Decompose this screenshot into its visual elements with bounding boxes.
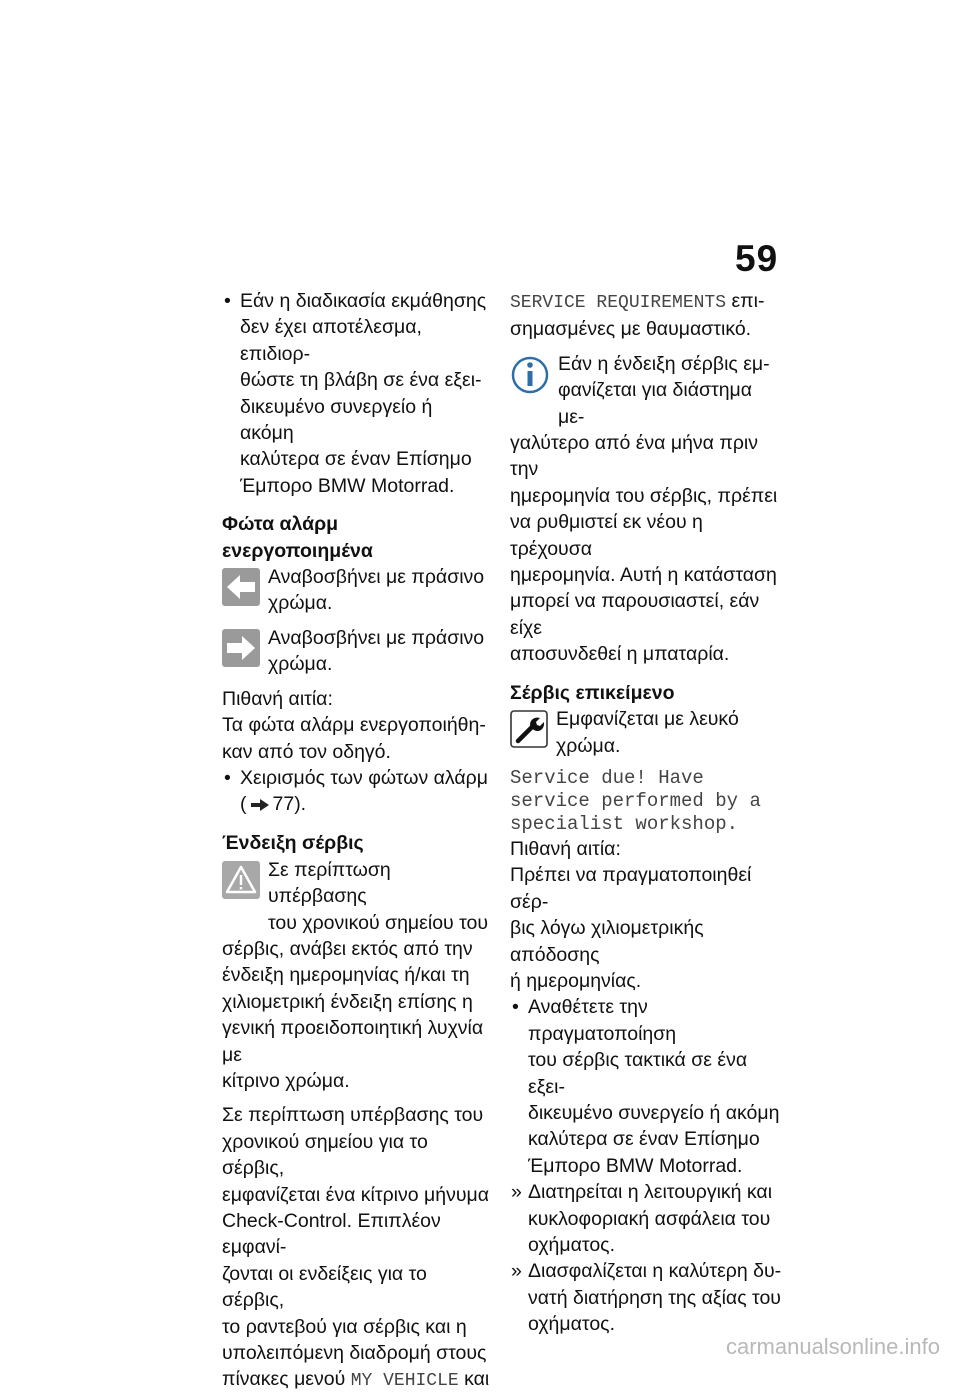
text-line: χρονικού σημείου για το σέρβις, bbox=[222, 1130, 428, 1180]
text-line: Αναβοσβήνει με πράσινο bbox=[268, 566, 485, 589]
text-line: καλύτερα σε έναν Επίσημο bbox=[240, 448, 472, 471]
text-line: χρώμα. bbox=[556, 734, 621, 757]
text-line: να ρυθμιστεί εκ νέου η τρέχουσα bbox=[510, 511, 703, 560]
mono-line: specialist workshop. bbox=[510, 812, 739, 835]
text-line: υπολειπόμενη διαδρομή στους bbox=[222, 1342, 487, 1365]
text-line: • Χειρισμός των φώτων αλάρμ bbox=[240, 766, 488, 789]
right-turn-indicator-icon bbox=[222, 629, 260, 667]
text-line: » Διασφαλίζεται η καλύτερη δυ- bbox=[528, 1260, 782, 1283]
check-control-paragraph bbox=[222, 1102, 490, 1394]
hazard-lights-heading bbox=[222, 511, 490, 564]
text-line: Σε περίπτωση υπέρβασης του bbox=[222, 1104, 484, 1127]
result-item bbox=[510, 1179, 782, 1258]
result-item bbox=[510, 1258, 782, 1337]
mono-line: Service due! Have bbox=[510, 766, 704, 789]
text-line: δεν έχει αποτέλεσμα, επιδιορ- bbox=[240, 316, 422, 365]
wrench-text bbox=[556, 706, 739, 759]
text-line: οχήματος. bbox=[528, 1313, 615, 1336]
text-line: γενική προειδοποιητική λυχνία με bbox=[222, 1017, 484, 1066]
info-row bbox=[510, 351, 782, 430]
text-line: • Αναθέτετε την πραγματοποίηση bbox=[528, 996, 677, 1045]
text-line: χιλιομετρική ένδειξη επίσης η bbox=[222, 990, 473, 1013]
text-line: • Εάν η διαδικασία εκμάθησης bbox=[240, 290, 487, 312]
page-reference[interactable]: ( 77). bbox=[240, 791, 490, 818]
right-column bbox=[510, 288, 782, 1338]
text-line: του χρονικού σημείου του bbox=[268, 911, 489, 934]
menu-name-mono: MY VEHICLE bbox=[350, 1371, 459, 1392]
text-span: πίνακες μενού bbox=[222, 1368, 351, 1391]
text-line: ημερομηνία. Αυτή η κατάσταση bbox=[510, 564, 777, 587]
text-line: καλύτερα σε έναν Επίσημο bbox=[528, 1128, 760, 1151]
text-line: Αναβοσβήνει με πράσινο bbox=[268, 626, 485, 649]
text-line: Εάν η ένδειξη σέρβις εμ- bbox=[558, 352, 770, 375]
page-number: 59 bbox=[735, 238, 779, 279]
warning-triangle-icon bbox=[222, 861, 260, 899]
heading-line: ενεργοποιημένα bbox=[222, 539, 373, 562]
info-block bbox=[510, 351, 782, 668]
text-line: καν από τον οδηγό. bbox=[222, 740, 391, 763]
text-line: κυκλοφοριακή ασφάλεια του bbox=[528, 1207, 771, 1230]
left-column bbox=[222, 288, 490, 1395]
cause-label: Πιθανή αιτία: bbox=[222, 687, 333, 710]
text-line: ζονται οι ενδείξεις για το σέρβις, bbox=[222, 1262, 427, 1312]
text-line: βις λόγω χιλιομετρικής απόδοσης bbox=[510, 917, 704, 966]
warning-text-start bbox=[268, 857, 490, 936]
mono-line: service performed by a bbox=[510, 789, 761, 812]
text-line: » Διατηρείται η λειτουργική και bbox=[528, 1181, 773, 1204]
text-line: μπορεί να παρουσιαστεί, εάν είχε bbox=[510, 590, 760, 639]
service-requirements-mono: SERVICE REQUIREMENTS bbox=[510, 293, 727, 313]
text-line: νατή διατήρηση της αξίας του bbox=[528, 1286, 781, 1309]
check-control-message bbox=[510, 767, 782, 836]
text-span: και bbox=[458, 1368, 490, 1391]
text-line: χρώμα. bbox=[268, 653, 333, 676]
warning-block bbox=[222, 857, 490, 1095]
left-indicator-row bbox=[222, 564, 490, 617]
warning-row bbox=[222, 857, 490, 936]
text-line: δικευμένο συνεργείο ή ακόμη bbox=[528, 1101, 780, 1124]
text-span: επι- bbox=[726, 290, 765, 312]
cause-label: Πιθανή αιτία: bbox=[510, 837, 621, 860]
text-line: Πρέπει να πραγματοποιηθεί σέρ- bbox=[510, 864, 752, 913]
text-line: δικευμένο συνεργείο ή ακόμη bbox=[240, 395, 433, 445]
service-due-heading: Σέρβις επικείμενο bbox=[510, 681, 675, 704]
text-line: Έμπορο BMW Motorrad. bbox=[528, 1154, 743, 1177]
possible-cause bbox=[510, 836, 782, 994]
text-line: φανίζεται για διάστημα με- bbox=[558, 379, 753, 428]
text-line: κίτρινο χρώμα. bbox=[222, 1070, 350, 1093]
text-line: ένδειξη ημερομηνίας ή/και τη bbox=[222, 964, 470, 987]
reference-text: 77). bbox=[272, 793, 307, 816]
left-turn-indicator-icon bbox=[222, 568, 260, 606]
text-line: ημερομηνία του σέρβις, πρέπει bbox=[510, 484, 778, 507]
wrench-icon bbox=[510, 710, 548, 748]
service-bullet bbox=[510, 994, 782, 1179]
text-line: του σέρβις τακτικά σε ένα εξει- bbox=[528, 1049, 748, 1098]
possible-cause bbox=[222, 686, 490, 765]
text-line: Έμπορο BMW Motorrad. bbox=[240, 474, 455, 497]
text-line: χρώμα. bbox=[268, 592, 333, 615]
text-line: το ραντεβού για σέρβις και η bbox=[222, 1315, 467, 1338]
text-line: θώστε τη βλάβη σε ένα εξει- bbox=[240, 369, 482, 392]
indicator-text bbox=[268, 564, 484, 617]
text-line: Σε περίπτωση υπέρβασης bbox=[268, 858, 391, 908]
text-line bbox=[510, 288, 782, 316]
text-line: αποσυνδεθεί η μπαταρία. bbox=[510, 643, 730, 666]
text-line: ή ημερομηνίας. bbox=[510, 969, 642, 992]
text-line bbox=[222, 1366, 490, 1394]
wrench-row bbox=[510, 706, 782, 759]
text-line: γαλύτερο από ένα μήνα πριν την bbox=[510, 432, 758, 481]
text-line: Check-Control. Επιπλέον εμφανί- bbox=[222, 1210, 441, 1259]
text-line: σέρβις, ανάβει εκτός από την bbox=[222, 937, 473, 960]
text-line: Εμφανίζεται με λευκό bbox=[556, 708, 739, 731]
service-display-heading: Ένδειξη σέρβις bbox=[222, 832, 364, 855]
info-icon bbox=[510, 353, 550, 397]
indicator-text bbox=[268, 625, 484, 678]
text-line: εμφανίζεται ένα κίτρινο μήνυμα bbox=[222, 1183, 490, 1206]
text-line: οχήματος. bbox=[528, 1234, 615, 1256]
hazard-operation-bullet bbox=[222, 765, 490, 818]
footer-watermark-url: carmanualsonline.info bbox=[725, 1334, 940, 1359]
heading-line: Φώτα αλάρμ bbox=[222, 513, 339, 536]
right-indicator-row bbox=[222, 625, 490, 678]
text-line: Τα φώτα αλάρμ ενεργοποιήθη- bbox=[222, 714, 486, 737]
info-text-start bbox=[558, 351, 782, 430]
page-reference-arrow-icon bbox=[251, 792, 269, 818]
learning-failed-bullet bbox=[222, 288, 490, 499]
text-line: σημασμένες με θαυμαστικό. bbox=[510, 318, 752, 341]
